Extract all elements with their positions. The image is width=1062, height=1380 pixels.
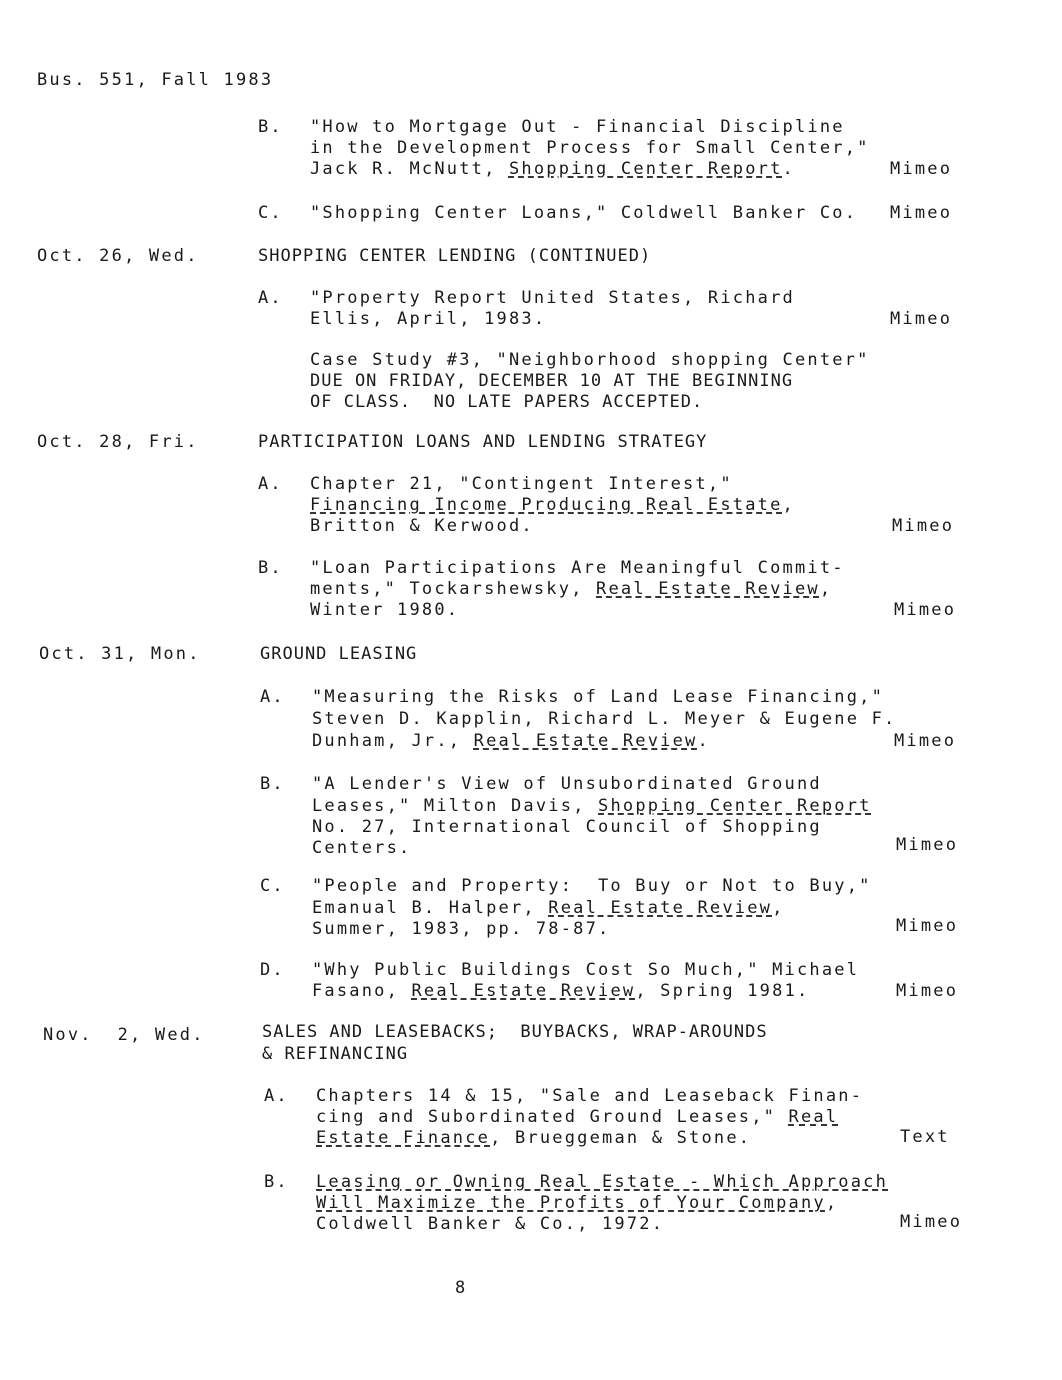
item-label: C. xyxy=(258,203,283,223)
citation-line: Chapter 21, "Contingent Interest," xyxy=(310,474,733,494)
session-heading: & REFINANCING xyxy=(262,1044,409,1064)
source-mimeo: Mimeo xyxy=(896,835,959,855)
book-title: Leasing or Owning Real Estate - Which Approach xyxy=(316,1172,889,1192)
source-mimeo: Mimeo xyxy=(894,600,957,620)
citation-line: "Why Public Buildings Cost So Much," Michael xyxy=(312,960,860,980)
citation-line: Estate Finance, Brueggeman & Stone. xyxy=(316,1128,752,1148)
item-label: D. xyxy=(260,960,285,980)
source-mimeo: Mimeo xyxy=(890,159,953,179)
citation-line: Chapters 14 & 15, "Sale and Leaseback Finan- xyxy=(316,1086,864,1106)
citation-line: Leases," Milton Davis, Shopping Center Report xyxy=(312,796,872,816)
item-label: A. xyxy=(264,1086,289,1106)
book-title: Will Maximize the Profits of Your Company xyxy=(316,1193,826,1213)
citation-line: Summer, 1983, pp. 78-87. xyxy=(312,919,611,939)
book-title: Estate Finance xyxy=(316,1128,491,1148)
source-mimeo: Mimeo xyxy=(894,731,957,751)
citation-line: "Measuring the Risks of Land Lease Financing," xyxy=(312,687,885,707)
citation-line: Centers. xyxy=(312,838,412,858)
journal-title: Real Estate Review xyxy=(411,981,636,1001)
item-label: B. xyxy=(260,774,285,794)
journal-title: Real Estate Review xyxy=(548,898,773,918)
citation-line: cing and Subordinated Ground Leases," Real xyxy=(316,1107,839,1127)
item-label: B. xyxy=(264,1172,289,1192)
citation-line: "Shopping Center Loans," Coldwell Banker Co. xyxy=(310,203,858,223)
citation-line: "Loan Participations Are Meaningful Commit- xyxy=(310,558,845,578)
page-number: 8 xyxy=(455,1278,468,1298)
citation-line: Financing Income Producing Real Estate, xyxy=(310,495,795,515)
session-heading: GROUND LEASING xyxy=(260,644,418,664)
item-label: B. xyxy=(258,117,283,137)
case-study-note: Case Study #3, "Neighborhood shopping Center" xyxy=(310,350,870,370)
citation-line: Winter 1980. xyxy=(310,600,460,620)
course-header: Bus. 551, Fall 1983 xyxy=(37,70,274,90)
citation-line: Britton & Kerwood. xyxy=(310,516,534,536)
citation-line: No. 27, International Council of Shopping xyxy=(312,817,822,837)
session-heading: PARTICIPATION LOANS AND LENDING STRATEGY xyxy=(258,432,708,452)
source-mimeo: Mimeo xyxy=(900,1212,963,1232)
book-title: Real xyxy=(788,1107,839,1127)
citation-line: "Property Report United States, Richard xyxy=(310,288,795,308)
source-mimeo: Mimeo xyxy=(896,981,959,1001)
journal-title: Real Estate Review xyxy=(473,731,698,751)
item-label: A. xyxy=(258,474,283,494)
source-mimeo: Mimeo xyxy=(892,516,955,536)
citation-line: Dunham, Jr., Real Estate Review. xyxy=(312,731,710,751)
item-label: A. xyxy=(258,288,283,308)
citation-line: Will Maximize the Profits of Your Company, xyxy=(316,1193,839,1213)
citation-line: "People and Property: To Buy or Not to Buy," xyxy=(312,876,872,896)
citation-line: in the Development Process for Small Center," xyxy=(310,138,870,158)
source-text: Text xyxy=(900,1127,950,1147)
source-mimeo: Mimeo xyxy=(890,203,953,223)
citation-line xyxy=(316,1172,888,1193)
citation-line: "A Lender's View of Unsubordinated Ground xyxy=(312,774,822,794)
journal-title: Shopping Center Report xyxy=(508,159,783,179)
session-date: Oct. 28, Fri. xyxy=(37,432,199,452)
item-label: B. xyxy=(258,558,283,578)
case-study-note: DUE ON FRIDAY, DECEMBER 10 AT THE BEGINNING xyxy=(310,371,794,391)
case-study-note: OF CLASS. NO LATE PAPERS ACCEPTED. xyxy=(310,392,704,412)
citation-line: Steven D. Kapplin, Richard L. Meyer & Eugene F. xyxy=(312,709,897,729)
citation-line: "How to Mortgage Out - Financial Discipline xyxy=(310,117,845,137)
source-mimeo: Mimeo xyxy=(896,916,959,936)
book-title: Financing Income Producing Real Estate xyxy=(310,495,783,515)
journal-title: Real Estate Review xyxy=(596,579,820,599)
session-date: Nov. 2, Wed. xyxy=(43,1025,205,1045)
citation-line: Fasano, Real Estate Review, Spring 1981. xyxy=(312,981,810,1001)
item-label: C. xyxy=(260,876,285,896)
session-date: Oct. 31, Mon. xyxy=(39,644,201,664)
item-label: A. xyxy=(260,687,285,707)
citation-line: Coldwell Banker & Co., 1972. xyxy=(316,1214,665,1234)
session-heading: SHOPPING CENTER LENDING (CONTINUED) xyxy=(258,246,652,266)
citation-line: Jack R. McNutt, Shopping Center Report. xyxy=(310,159,795,179)
source-mimeo: Mimeo xyxy=(890,309,953,329)
citation-line: Emanual B. Halper, Real Estate Review, xyxy=(312,898,785,918)
journal-title: Shopping Center Report xyxy=(598,796,872,816)
session-date: Oct. 26, Wed. xyxy=(37,246,199,266)
citation-line: ments," Tockarshewsky, Real Estate Review, xyxy=(310,579,833,599)
citation-line: Ellis, April, 1983. xyxy=(310,309,547,329)
session-heading: SALES AND LEASEBACKS; BUYBACKS, WRAP-AROUNDS xyxy=(262,1022,768,1042)
